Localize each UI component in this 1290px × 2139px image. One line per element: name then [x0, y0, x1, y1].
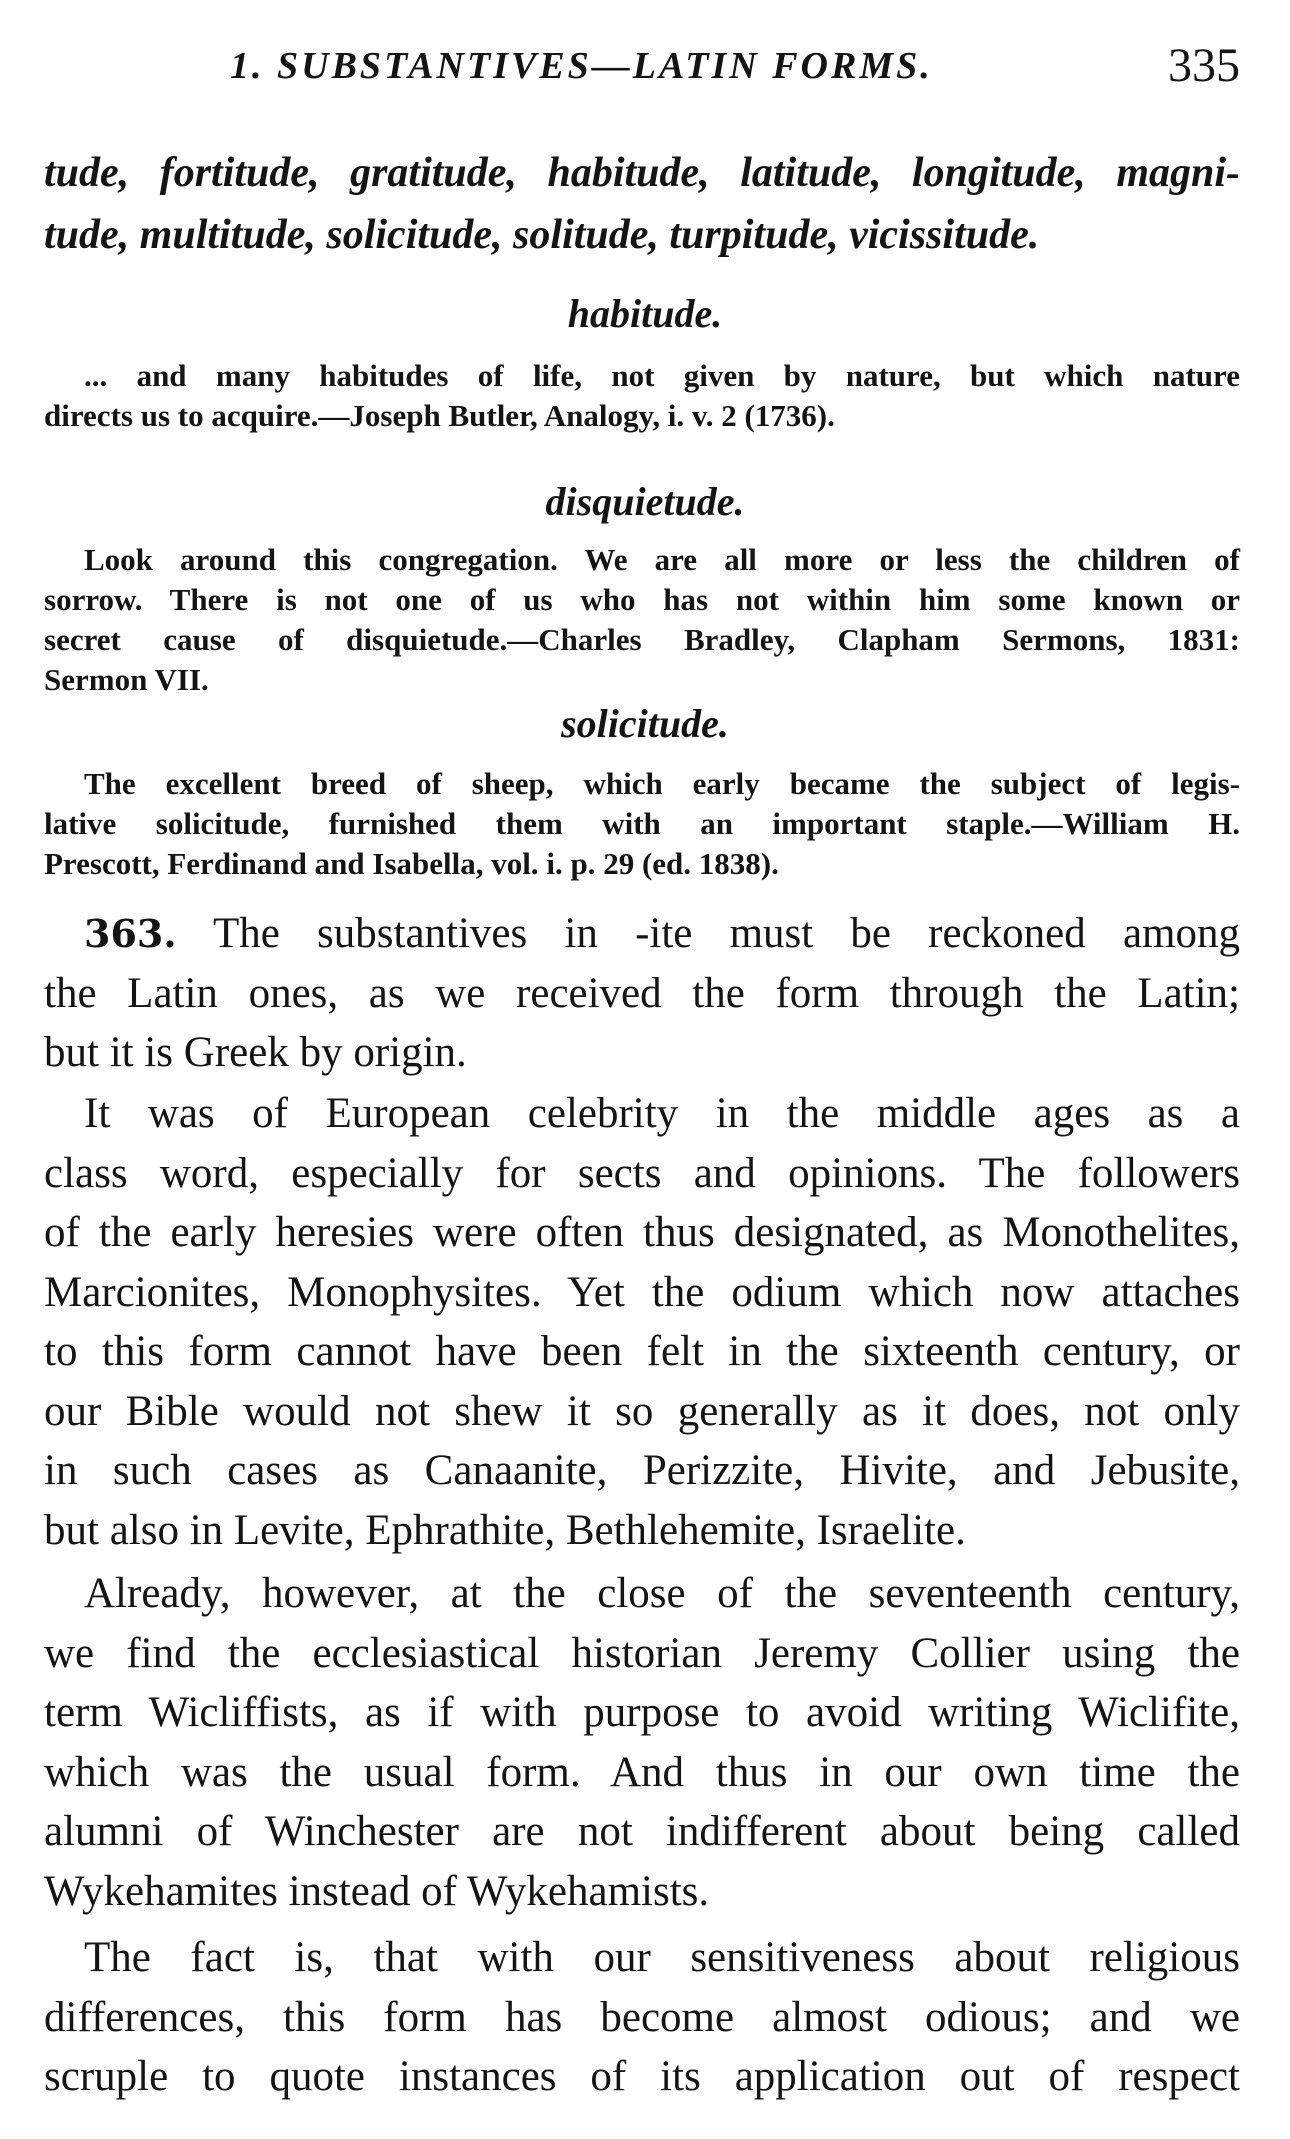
running-header: [230, 39, 1240, 104]
paragraph-line: but also in Levite, Ephrathite, Bethlehemite, Israelite.: [44, 1506, 966, 1554]
quote-line: lative solicitude, furnished them with an important staple.—William H.: [44, 806, 1240, 841]
paragraph-line: but it is Greek by origin.: [44, 1029, 467, 1076]
paragraph-line: which was the usual form. And thus in our own time the: [44, 1748, 1240, 1796]
paragraph-line: alumni of Winchester are not indifferent about being called: [44, 1808, 1240, 1855]
paragraph-line: [44, 904, 1240, 964]
quote-line: Prescott, Ferdinand and Isabella, vol. i. p. 29 (ed. 1838).: [44, 846, 779, 881]
quote-line: secret cause of disquietude.—Charles Bradley, Clapham Sermons, 1831:: [44, 622, 1240, 657]
paragraph-line: scruple to quote instances of its application out of respect: [44, 2053, 1240, 2100]
quote-line: The excellent breed of sheep, which early became the subject of legis-: [84, 766, 1240, 801]
entry-heading-disquietude: disquietude.: [545, 479, 745, 524]
quote-line: ... and many habitudes of life, not given by nature, but which nature: [84, 358, 1240, 393]
quote-line: Look around this congregation. We are all more or less the children of: [84, 542, 1240, 577]
entry-heading-solicitude: solicitude.: [561, 701, 729, 746]
paragraph-line: The fact is, that with our sensitiveness about religious: [84, 1934, 1240, 1981]
paragraph-line: differences, this form has become almost odious; and we: [44, 1993, 1240, 2041]
word-list-line: tude, fortitude, gratitude, habitude, latitude, longitude, magni-: [44, 150, 1240, 196]
page-number: 335: [1168, 39, 1240, 92]
paragraph-number: 363.: [84, 911, 177, 956]
paragraph-line: in such cases as Canaanite, Perizzite, Hivite, and Jebusite,: [44, 1447, 1240, 1494]
chapter-title: 1. SUBSTANTIVES—LATIN FORMS.: [230, 45, 933, 87]
quote-line: sorrow. There is not one of us who has not within him some known or: [44, 582, 1240, 617]
paragraph-line: of the early heresies were often thus designated, as Monothelites,: [44, 1209, 1240, 1256]
paragraph-line: term Wicliffists, as if with purpose to avoid writing Wiclifite,: [44, 1689, 1240, 1736]
paragraph-line: Already, however, at the close of the seventeenth century,: [84, 1570, 1240, 1617]
quote-line: directs us to acquire.—Joseph Butler, Analogy, i. v. 2 (1736).: [44, 398, 835, 433]
quote-line: Sermon VII.: [44, 662, 209, 697]
paragraph-line: we find the ecclesiastical historian Jeremy Collier using the: [44, 1629, 1240, 1677]
quote-disquietude: [44, 540, 1240, 700]
word-list-line: tude, multitude, solicitude, solitude, turpitude, vicissitude.: [44, 212, 1040, 258]
paragraph-line: the Latin ones, as we received the form through the Latin;: [44, 969, 1240, 1017]
paragraph-line: to this form cannot have been felt in the sixteenth century, or: [44, 1328, 1240, 1375]
paragraph-line-text: The substantives in -ite must be reckoned among: [212, 910, 1240, 957]
quote-solicitude: [44, 764, 1240, 884]
paragraph-the-fact: [44, 1928, 1240, 2107]
entry-heading-habitude: habitude.: [567, 291, 723, 336]
paragraph-line: class word, especially for sects and opinions. The followers: [44, 1149, 1240, 1197]
quote-habitude: [44, 356, 1240, 436]
paragraph-line: It was of European celebrity in the middle ages as a: [84, 1090, 1240, 1137]
paragraph-already: [44, 1564, 1240, 1921]
paragraph-line: Marcionites, Monophysites. Yet the odium which now attaches: [44, 1268, 1240, 1316]
paragraph-european-celebrity: [44, 1084, 1240, 1560]
paragraph-line: Wykehamites instead of Wykehamists.: [44, 1867, 710, 1915]
word-list: [44, 142, 1240, 266]
paragraph-line: our Bible would not shew it so generally as it does, not only: [44, 1387, 1240, 1435]
paragraph-363: [44, 904, 1240, 1083]
